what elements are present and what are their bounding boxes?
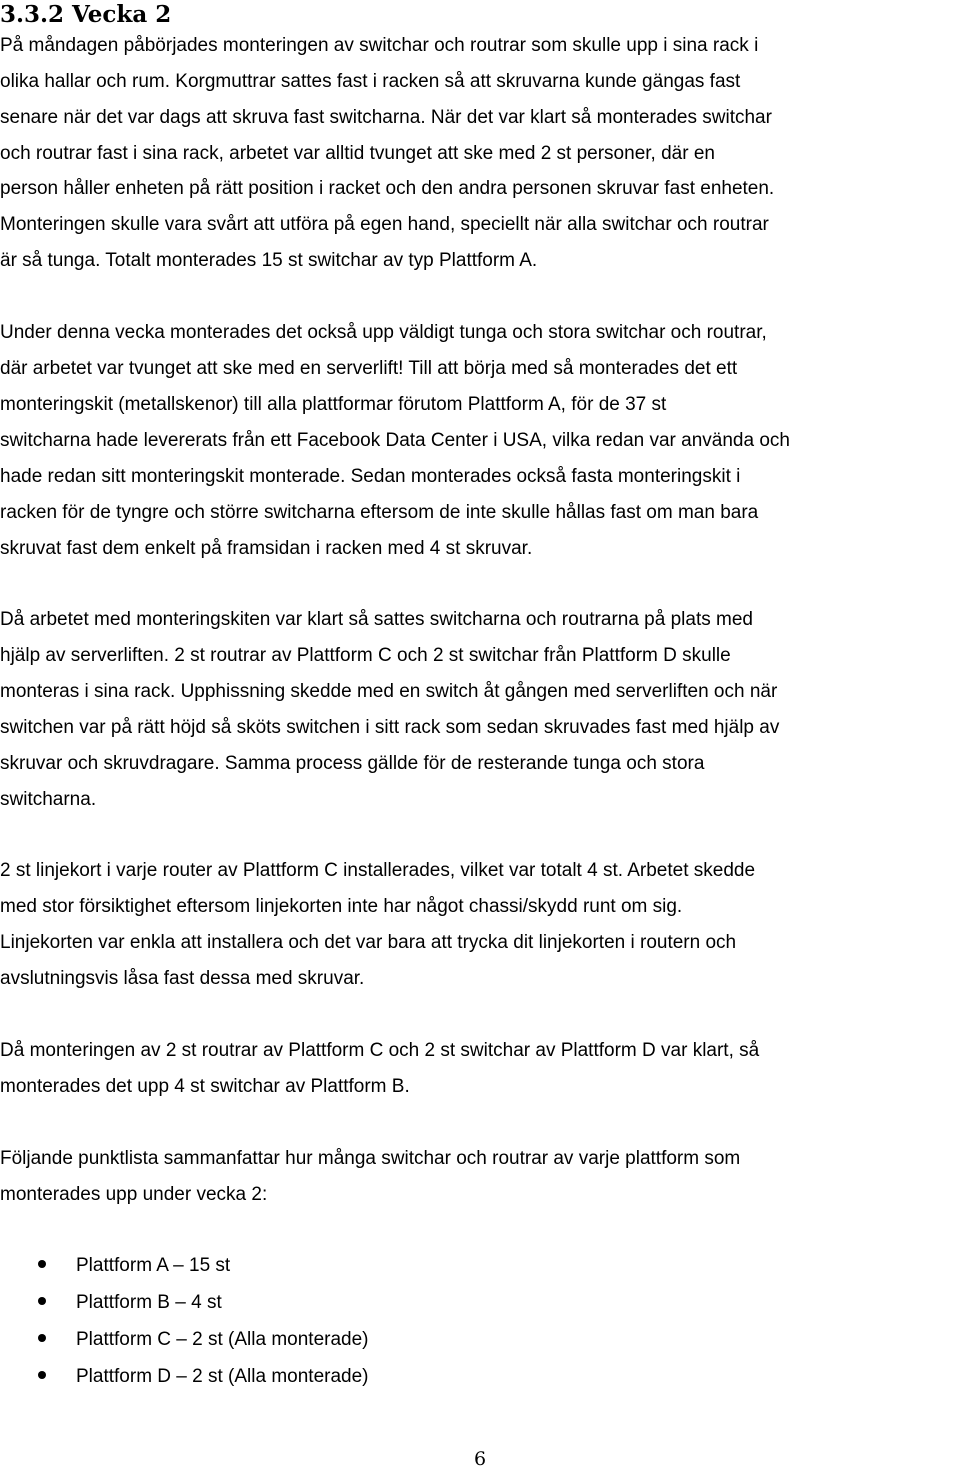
text-line: switcharna. [0,789,97,810]
list-item [38,1254,230,1278]
text-line: och routrar fast i sina rack, arbetet var alltid tvunget att ske med 2 st personer, där en [0,143,715,164]
list-item-label: Plattform D – 2 st (Alla monterade) [76,1366,369,1387]
list-item-label: Plattform B – 4 st [76,1292,222,1313]
text-line: monteras i sina rack. Upphissning skedde med en switch åt gången med serverliften och när [0,681,778,702]
text-line: med stor försiktighet eftersom linjekorten inte har något chassi/skydd runt om sig. [0,896,683,917]
text-line: hade redan sitt monteringskit monterade. Sedan monterades också fasta monteringskit i [0,466,741,487]
text-line: Följande punktlista sammanfattar hur många switchar och routrar av varje plattform som [0,1148,741,1169]
text-line: racken för de tyngre och större switcharna eftersom de inte skulle hållas fast om man bara [0,502,759,523]
text-line: switchen var på rätt höjd så sköts switchen i sitt rack som sedan skruvades fast med hjälp av [0,717,780,738]
text-line: monterades det upp 4 st switchar av Plattform B. [0,1076,410,1097]
text-line: Då monteringen av 2 st routrar av Plattform C och 2 st switchar av Plattform D var klart, så [0,1040,760,1061]
list-item [38,1291,222,1315]
text-line: person håller enheten på rätt position i racket och den andra personen skruvar fast enheten. [0,178,775,199]
text-line: switcharna hade levererats från ett Facebook Data Center i USA, vilka redan var använda och [0,430,790,451]
text-line: Då arbetet med monteringskiten var klart så sattes switcharna och routrarna på plats med [0,609,753,630]
text-line: avslutningsvis låsa fast dessa med skruvar. [0,968,365,989]
bullet-icon [38,1297,46,1305]
text-line: Under denna vecka monterades det också upp väldigt tunga och stora switchar och routrar, [0,322,767,343]
bullet-icon [38,1334,46,1342]
text-line: monterades upp under vecka 2: [0,1184,268,1205]
text-line: hjälp av serverliften. 2 st routrar av Plattform C och 2 st switchar från Plattform D skulle [0,645,731,666]
bullet-icon [38,1260,46,1268]
text-line: På måndagen påbörjades monteringen av switchar och routrar som skulle upp i sina rack i [0,35,759,56]
text-line: skruvat fast dem enkelt på framsidan i racken med 4 st skruvar. [0,538,533,559]
text-line: olika hallar och rum. Korgmuttrar sattes fast i racken så att skruvarna kunde gängas fast [0,71,741,92]
text-line: Monteringen skulle vara svårt att utföra på egen hand, speciellt när alla switchar och routrar [0,214,769,235]
list-item [38,1328,369,1352]
text-line: monteringskit (metallskenor) till alla plattformar förutom Plattform A, för de 37 st [0,394,667,415]
list-item [38,1365,369,1389]
text-line: senare när det var dags att skruva fast switcharna. När det var klart så monterades switchar [0,107,772,128]
section-heading: 3.3.2 Vecka 2 [0,1,172,28]
bullet-icon [38,1371,46,1379]
list-item-label: Plattform C – 2 st (Alla monterade) [76,1329,369,1350]
text-line: är så tunga. Totalt monterades 15 st switchar av typ Plattform A. [0,250,538,271]
text-line: skruvar och skruvdragare. Samma process gällde för de resterande tunga och stora [0,753,705,774]
page-number: 6 [473,1448,487,1470]
text-line: där arbetet var tvunget att ske med en serverlift! Till att börja med så monterades det ett [0,358,738,379]
text-line: 2 st linjekort i varje router av Plattform C installerades, vilket var totalt 4 st. Arbetet skedde [0,860,756,881]
text-line: Linjekorten var enkla att installera och det var bara att trycka dit linjekorten i routern och [0,932,737,953]
list-item-label: Plattform A – 15 st [76,1255,231,1276]
